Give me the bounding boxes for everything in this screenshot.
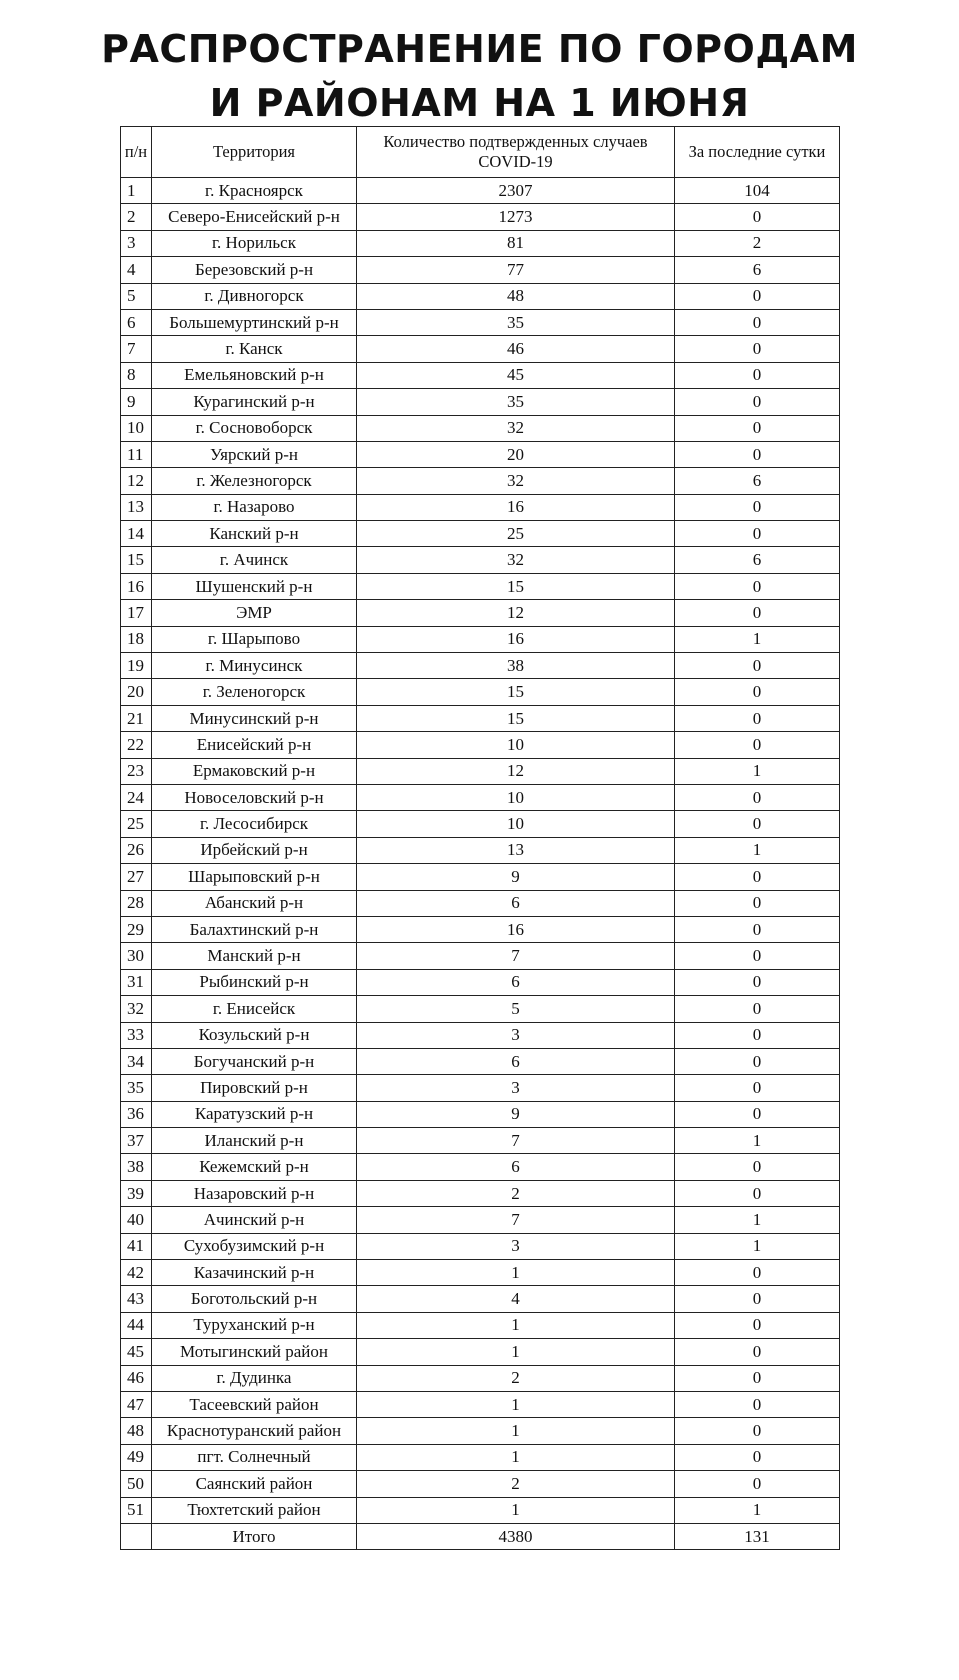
row-number: 41: [121, 1233, 152, 1259]
territory-name: Богучанский р-н: [152, 1048, 357, 1074]
table-row: [121, 679, 840, 705]
territory-name: Уярский р-н: [152, 441, 357, 467]
table-row: [121, 230, 840, 256]
table-row: [121, 521, 840, 547]
row-number: 51: [121, 1497, 152, 1523]
table-row: [121, 468, 840, 494]
last-day-cases: 0: [675, 916, 840, 942]
header-last-day: За последние сутки: [675, 127, 840, 178]
confirmed-cases: 15: [357, 573, 675, 599]
row-number: 49: [121, 1444, 152, 1470]
confirmed-cases: 3: [357, 1233, 675, 1259]
row-number: 21: [121, 705, 152, 731]
total-row: [121, 1523, 840, 1549]
territory-name: Рыбинский р-н: [152, 969, 357, 995]
last-day-cases: 1: [675, 758, 840, 784]
territory-name: г. Ачинск: [152, 547, 357, 573]
table-row: [121, 996, 840, 1022]
row-number: 25: [121, 811, 152, 837]
row-number: 19: [121, 653, 152, 679]
territory-name: Сухобузимский р-н: [152, 1233, 357, 1259]
confirmed-cases: 38: [357, 653, 675, 679]
table-row: [121, 916, 840, 942]
territory-name: Енисейский р-н: [152, 732, 357, 758]
table-row: [121, 653, 840, 679]
table-row: [121, 389, 840, 415]
last-day-cases: 6: [675, 257, 840, 283]
territory-name: г. Зеленогорск: [152, 679, 357, 705]
last-day-cases: 1: [675, 1497, 840, 1523]
row-number: 8: [121, 362, 152, 388]
row-number: 7: [121, 336, 152, 362]
row-number: 6: [121, 309, 152, 335]
table-row: [121, 547, 840, 573]
territory-name: Канский р-н: [152, 521, 357, 547]
table-row: [121, 1180, 840, 1206]
last-day-cases: 0: [675, 1312, 840, 1338]
row-number: 33: [121, 1022, 152, 1048]
row-number: 18: [121, 626, 152, 652]
last-day-cases: 0: [675, 811, 840, 837]
territory-name: Иланский р-н: [152, 1128, 357, 1154]
table-row: [121, 1312, 840, 1338]
last-day-cases: 1: [675, 626, 840, 652]
last-day-cases: 0: [675, 1022, 840, 1048]
territory-name: Абанский р-н: [152, 890, 357, 916]
confirmed-cases: 4: [357, 1286, 675, 1312]
total-last-day: 131: [675, 1523, 840, 1549]
table-row: [121, 1075, 840, 1101]
last-day-cases: 0: [675, 1075, 840, 1101]
confirmed-cases: 32: [357, 415, 675, 441]
territory-name: Тюхтетский район: [152, 1497, 357, 1523]
table-row: [121, 1207, 840, 1233]
table-row: [121, 1048, 840, 1074]
territory-name: Козульский р-н: [152, 1022, 357, 1048]
territory-name: Пировский р-н: [152, 1075, 357, 1101]
row-number: 44: [121, 1312, 152, 1338]
last-day-cases: 0: [675, 1444, 840, 1470]
confirmed-cases: 16: [357, 916, 675, 942]
row-number: 50: [121, 1471, 152, 1497]
territory-name: Манский р-н: [152, 943, 357, 969]
total-number: [121, 1523, 152, 1549]
confirmed-cases: 2: [357, 1365, 675, 1391]
territory-name: Каратузский р-н: [152, 1101, 357, 1127]
page-title: [0, 22, 959, 130]
last-day-cases: 2: [675, 230, 840, 256]
last-day-cases: 0: [675, 494, 840, 520]
confirmed-cases: 6: [357, 1154, 675, 1180]
row-number: 2: [121, 204, 152, 230]
confirmed-cases: 45: [357, 362, 675, 388]
last-day-cases: 6: [675, 547, 840, 573]
territory-name: пгт. Солнечный: [152, 1444, 357, 1470]
last-day-cases: 0: [675, 521, 840, 547]
last-day-cases: 1: [675, 1128, 840, 1154]
last-day-cases: 0: [675, 1260, 840, 1286]
confirmed-cases: 7: [357, 1207, 675, 1233]
territory-name: Назаровский р-н: [152, 1180, 357, 1206]
confirmed-cases: 81: [357, 230, 675, 256]
covid-cases-table: [120, 126, 840, 1550]
total-cases: 4380: [357, 1523, 675, 1549]
total-label: Итого: [152, 1523, 357, 1549]
confirmed-cases: 1: [357, 1312, 675, 1338]
last-day-cases: 0: [675, 943, 840, 969]
row-number: 10: [121, 415, 152, 441]
row-number: 45: [121, 1339, 152, 1365]
last-day-cases: 0: [675, 1180, 840, 1206]
last-day-cases: 0: [675, 336, 840, 362]
territory-name: ЭМР: [152, 600, 357, 626]
last-day-cases: 0: [675, 1365, 840, 1391]
territory-name: г. Енисейск: [152, 996, 357, 1022]
header-confirmed-cases: Количество подтвержденных случаев COVID-19: [357, 127, 675, 178]
confirmed-cases: 35: [357, 389, 675, 415]
row-number: 42: [121, 1260, 152, 1286]
territory-name: г. Красноярск: [152, 178, 357, 204]
table-row: [121, 415, 840, 441]
last-day-cases: 0: [675, 415, 840, 441]
last-day-cases: 0: [675, 679, 840, 705]
row-number: 14: [121, 521, 152, 547]
last-day-cases: 0: [675, 996, 840, 1022]
last-day-cases: 0: [675, 969, 840, 995]
territory-name: г. Минусинск: [152, 653, 357, 679]
territory-name: Шушенский р-н: [152, 573, 357, 599]
last-day-cases: 0: [675, 389, 840, 415]
last-day-cases: 0: [675, 1471, 840, 1497]
territory-name: Ирбейский р-н: [152, 837, 357, 863]
confirmed-cases: 16: [357, 626, 675, 652]
last-day-cases: 1: [675, 1207, 840, 1233]
territory-name: г. Норильск: [152, 230, 357, 256]
last-day-cases: 0: [675, 705, 840, 731]
table-row: [121, 732, 840, 758]
territory-name: Минусинский р-н: [152, 705, 357, 731]
table-row: [121, 441, 840, 467]
table-row: [121, 283, 840, 309]
confirmed-cases: 13: [357, 837, 675, 863]
row-number: 47: [121, 1391, 152, 1417]
territory-name: Туруханский р-н: [152, 1312, 357, 1338]
table-row: [121, 943, 840, 969]
territory-name: Краснотуранский район: [152, 1418, 357, 1444]
table-row: [121, 1286, 840, 1312]
confirmed-cases: 1: [357, 1260, 675, 1286]
table-row: [121, 758, 840, 784]
table-row: [121, 178, 840, 204]
table-row: [121, 1391, 840, 1417]
row-number: 40: [121, 1207, 152, 1233]
last-day-cases: 104: [675, 178, 840, 204]
row-number: 20: [121, 679, 152, 705]
row-number: 28: [121, 890, 152, 916]
title-line-1: РАСПРОСТРАНЕНИЕ ПО ГОРОДАМ: [101, 27, 858, 71]
confirmed-cases: 6: [357, 969, 675, 995]
last-day-cases: 1: [675, 837, 840, 863]
row-number: 17: [121, 600, 152, 626]
territory-name: г. Сосновоборск: [152, 415, 357, 441]
last-day-cases: 0: [675, 1101, 840, 1127]
territory-name: Березовский р-н: [152, 257, 357, 283]
row-number: 11: [121, 441, 152, 467]
last-day-cases: 0: [675, 1418, 840, 1444]
row-number: 4: [121, 257, 152, 283]
table-row: [121, 1418, 840, 1444]
territory-name: Шарыповский р-н: [152, 864, 357, 890]
row-number: 16: [121, 573, 152, 599]
territory-name: Саянский район: [152, 1471, 357, 1497]
last-day-cases: 0: [675, 732, 840, 758]
territory-name: г. Канск: [152, 336, 357, 362]
table-row: [121, 1154, 840, 1180]
table-row: [121, 811, 840, 837]
last-day-cases: 6: [675, 468, 840, 494]
confirmed-cases: 20: [357, 441, 675, 467]
territory-name: Ачинский р-н: [152, 1207, 357, 1233]
last-day-cases: 0: [675, 864, 840, 890]
row-number: 31: [121, 969, 152, 995]
row-number: 35: [121, 1075, 152, 1101]
table-row: [121, 969, 840, 995]
table-row: [121, 784, 840, 810]
confirmed-cases: 48: [357, 283, 675, 309]
table-row: [121, 1233, 840, 1259]
row-number: 34: [121, 1048, 152, 1074]
last-day-cases: 0: [675, 1154, 840, 1180]
confirmed-cases: 32: [357, 547, 675, 573]
territory-name: Боготольский р-н: [152, 1286, 357, 1312]
header-number: п/н: [121, 127, 152, 178]
confirmed-cases: 77: [357, 257, 675, 283]
territory-name: Казачинский р-н: [152, 1260, 357, 1286]
territory-name: Балахтинский р-н: [152, 916, 357, 942]
row-number: 12: [121, 468, 152, 494]
table-row: [121, 1497, 840, 1523]
row-number: 26: [121, 837, 152, 863]
table-row: [121, 573, 840, 599]
confirmed-cases: 1: [357, 1339, 675, 1365]
table-row: [121, 705, 840, 731]
last-day-cases: 0: [675, 1048, 840, 1074]
confirmed-cases: 12: [357, 600, 675, 626]
title-line-2: И РАЙОНАМ НА 1 ИЮНЯ: [209, 81, 750, 125]
table-row: [121, 864, 840, 890]
table-row: [121, 362, 840, 388]
last-day-cases: 0: [675, 890, 840, 916]
last-day-cases: 0: [675, 600, 840, 626]
confirmed-cases: 1: [357, 1418, 675, 1444]
last-day-cases: 0: [675, 1391, 840, 1417]
table-row: [121, 600, 840, 626]
row-number: 36: [121, 1101, 152, 1127]
confirmed-cases: 7: [357, 1128, 675, 1154]
table-row: [121, 1128, 840, 1154]
confirmed-cases: 2: [357, 1471, 675, 1497]
table-row: [121, 1365, 840, 1391]
confirmed-cases: 6: [357, 890, 675, 916]
row-number: 23: [121, 758, 152, 784]
table-header-row: [121, 127, 840, 178]
table-row: [121, 1339, 840, 1365]
table-row: [121, 1471, 840, 1497]
confirmed-cases: 6: [357, 1048, 675, 1074]
table-row: [121, 257, 840, 283]
row-number: 32: [121, 996, 152, 1022]
last-day-cases: 0: [675, 283, 840, 309]
confirmed-cases: 1: [357, 1497, 675, 1523]
confirmed-cases: 9: [357, 864, 675, 890]
confirmed-cases: 2307: [357, 178, 675, 204]
confirmed-cases: 7: [357, 943, 675, 969]
table-row: [121, 336, 840, 362]
territory-name: г. Шарыпово: [152, 626, 357, 652]
confirmed-cases: 3: [357, 1075, 675, 1101]
row-number: 15: [121, 547, 152, 573]
territory-name: г. Назарово: [152, 494, 357, 520]
row-number: 22: [121, 732, 152, 758]
header-territory: Территория: [152, 127, 357, 178]
territory-name: Кежемский р-н: [152, 1154, 357, 1180]
territory-name: Ермаковский р-н: [152, 758, 357, 784]
confirmed-cases: 35: [357, 309, 675, 335]
confirmed-cases: 12: [357, 758, 675, 784]
territory-name: г. Дивногорск: [152, 283, 357, 309]
table-row: [121, 494, 840, 520]
table-row: [121, 626, 840, 652]
confirmed-cases: 46: [357, 336, 675, 362]
row-number: 37: [121, 1128, 152, 1154]
territory-name: Мотыгинский район: [152, 1339, 357, 1365]
row-number: 13: [121, 494, 152, 520]
row-number: 5: [121, 283, 152, 309]
row-number: 1: [121, 178, 152, 204]
row-number: 9: [121, 389, 152, 415]
last-day-cases: 0: [675, 362, 840, 388]
last-day-cases: 0: [675, 784, 840, 810]
confirmed-cases: 9: [357, 1101, 675, 1127]
last-day-cases: 0: [675, 309, 840, 335]
table-row: [121, 1260, 840, 1286]
confirmed-cases: 1: [357, 1444, 675, 1470]
table-row: [121, 837, 840, 863]
confirmed-cases: 15: [357, 705, 675, 731]
last-day-cases: 0: [675, 653, 840, 679]
row-number: 27: [121, 864, 152, 890]
territory-name: Северо-Енисейский р-н: [152, 204, 357, 230]
row-number: 48: [121, 1418, 152, 1444]
row-number: 3: [121, 230, 152, 256]
row-number: 29: [121, 916, 152, 942]
row-number: 39: [121, 1180, 152, 1206]
confirmed-cases: 3: [357, 1022, 675, 1048]
row-number: 43: [121, 1286, 152, 1312]
table-row: [121, 309, 840, 335]
territory-name: Емельяновский р-н: [152, 362, 357, 388]
confirmed-cases: 32: [357, 468, 675, 494]
table-row: [121, 204, 840, 230]
territory-name: г. Лесосибирск: [152, 811, 357, 837]
confirmed-cases: 2: [357, 1180, 675, 1206]
row-number: 46: [121, 1365, 152, 1391]
last-day-cases: 0: [675, 1339, 840, 1365]
confirmed-cases: 1273: [357, 204, 675, 230]
row-number: 30: [121, 943, 152, 969]
territory-name: Курагинский р-н: [152, 389, 357, 415]
table-row: [121, 1022, 840, 1048]
territory-name: Тасеевский район: [152, 1391, 357, 1417]
territory-name: г. Дудинка: [152, 1365, 357, 1391]
last-day-cases: 0: [675, 441, 840, 467]
table-row: [121, 890, 840, 916]
territory-name: г. Железногорск: [152, 468, 357, 494]
table-row: [121, 1444, 840, 1470]
last-day-cases: 0: [675, 204, 840, 230]
confirmed-cases: 16: [357, 494, 675, 520]
last-day-cases: 0: [675, 1286, 840, 1312]
territory-name: Новоселовский р-н: [152, 784, 357, 810]
last-day-cases: 0: [675, 573, 840, 599]
row-number: 38: [121, 1154, 152, 1180]
territory-name: Большемуртинский р-н: [152, 309, 357, 335]
confirmed-cases: 1: [357, 1391, 675, 1417]
row-number: 24: [121, 784, 152, 810]
confirmed-cases: 10: [357, 811, 675, 837]
last-day-cases: 1: [675, 1233, 840, 1259]
confirmed-cases: 10: [357, 732, 675, 758]
confirmed-cases: 10: [357, 784, 675, 810]
confirmed-cases: 5: [357, 996, 675, 1022]
confirmed-cases: 15: [357, 679, 675, 705]
confirmed-cases: 25: [357, 521, 675, 547]
table-row: [121, 1101, 840, 1127]
